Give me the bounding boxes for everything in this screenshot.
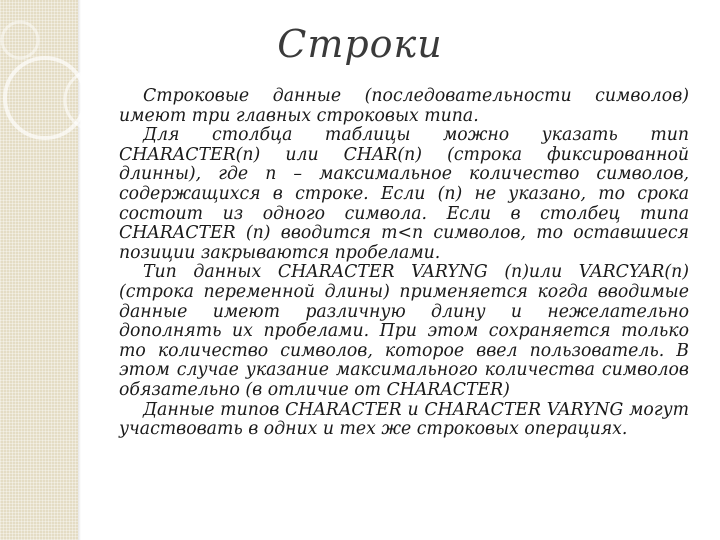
paragraph-character-type: Для столбца таблицы можно указать тип CHARACTER(n) или CHAR(n) (строка фиксированной длинны), где n – максимальное количество символов, содержащихся в строке. Если (n) не указано, то срока состоит из одного символа. Если в столбец типа CHARACTER (n) вводится m<n символов, то оставшиеся позиции закрываются пробелами. [119, 125, 689, 263]
slide-title: Строки [277, 22, 443, 66]
paragraph-shared-operations: Данные типов CHARACTER и CHARACTER VARYNG могут участвовать в одних и тех же строковых операциях. [119, 399, 689, 440]
paragraph-varying-type: Тип данных CHARACTER VARYNG (n)или VARCYAR(n) (строка переменной длины) применяется когда вводимые данные имеют различную длину и нежелательно дополнять их пробелами. При этом сохраняется только то количество символов, которое ввел пользователь. В этом случае указание максимального количества символов обязательно (в отличие от CHARACTER) [119, 262, 689, 400]
slide-body [119, 87, 689, 440]
paragraph-string-types: Строковые данные (последовательности символов) имеют три главных строковых типа. [119, 86, 689, 126]
decorative-side-band [0, 0, 78, 540]
side-band-edge [78, 0, 81, 540]
